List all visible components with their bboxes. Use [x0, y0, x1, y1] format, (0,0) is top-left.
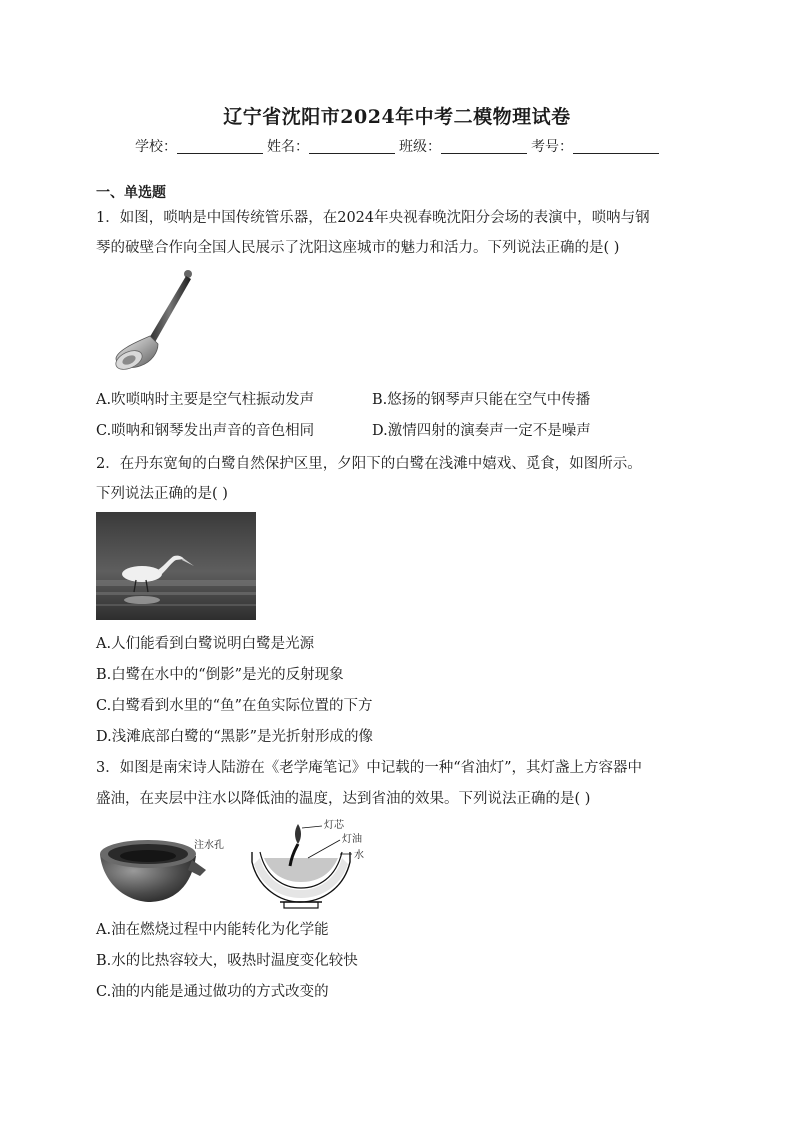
oil-lamp-photo — [96, 830, 236, 908]
question-2-option-b[interactable]: B.白鹭在水中的“倒影”是光的反射现象 — [96, 667, 344, 683]
question-1-option-c[interactable]: C.唢呐和钢琴发出声音的音色相同 — [96, 423, 315, 439]
question-2-option-d[interactable]: D.浅滩底部白鹭的“黑影”是光折射形成的像 — [96, 729, 374, 745]
egret-photo — [96, 512, 256, 620]
question-1-option-a[interactable]: A.吹唢呐时主要是空气柱振动发声 — [96, 392, 315, 408]
page-title: 辽宁省沈阳市2024年中考二模物理试卷 — [223, 106, 571, 128]
question-1-line-1: 1．如图，唢呐是中国传统管乐器，在2024年央视春晚沈阳分会场的表演中，唢呐与钢 — [96, 210, 650, 226]
question-3-option-b[interactable]: B.水的比热容较大，吸热时温度变化较快 — [96, 953, 358, 969]
oil-label: 灯油 — [342, 834, 362, 845]
suona-figure — [108, 266, 198, 374]
name-label: 姓名： — [267, 139, 309, 155]
question-1-line-2: 琴的破壁合作向全国人民展示了沈阳这座城市的魅力和活力。下列说法正确的是( ) — [96, 240, 620, 256]
school-label: 学校： — [135, 139, 177, 155]
question-3-option-a[interactable]: A.油在燃烧过程中内能转化为化学能 — [96, 922, 329, 938]
question-2-option-a[interactable]: A.人们能看到白鹭说明白鹭是光源 — [96, 636, 315, 652]
water-label: 水 — [354, 850, 364, 861]
question-3-line-2: 盛油，在夹层中注水以降低油的温度，达到省油的效果。下列说法正确的是( ) — [96, 791, 591, 807]
question-3-option-c[interactable]: C.油的内能是通过做功的方式改变的 — [96, 984, 329, 1000]
question-3-line-1: 3．如图是南宋诗人陆游在《老学庵笔记》中记载的一种“省油灯”，其灯盏上方容器中 — [96, 760, 643, 776]
hole-label: 注水孔 — [194, 840, 224, 851]
name-blank[interactable] — [309, 139, 395, 154]
question-1-option-b[interactable]: B.悠扬的钢琴声只能在空气中传播 — [372, 392, 591, 408]
oil-lamp-diagram — [250, 818, 380, 910]
question-2-option-c[interactable]: C.白鹭看到水里的“鱼”在鱼实际位置的下方 — [96, 698, 373, 714]
question-1-option-d[interactable]: D.激情四射的演奏声一定不是噪声 — [372, 423, 591, 439]
class-blank[interactable] — [441, 139, 527, 154]
section-heading: 一、单选题 — [96, 185, 166, 201]
exam-number-label: 考号： — [531, 139, 573, 155]
question-2-line-2: 下列说法正确的是( ) — [96, 486, 228, 502]
wick-label: 灯芯 — [324, 820, 344, 831]
school-blank[interactable] — [177, 139, 263, 154]
student-info-row — [0, 136, 794, 156]
class-label: 班级： — [399, 139, 441, 155]
question-2-line-1: 2．在丹东宽甸的白鹭自然保护区里，夕阳下的白鹭在浅滩中嬉戏、觅食，如图所示。 — [96, 456, 642, 472]
exam-number-blank[interactable] — [573, 139, 659, 154]
